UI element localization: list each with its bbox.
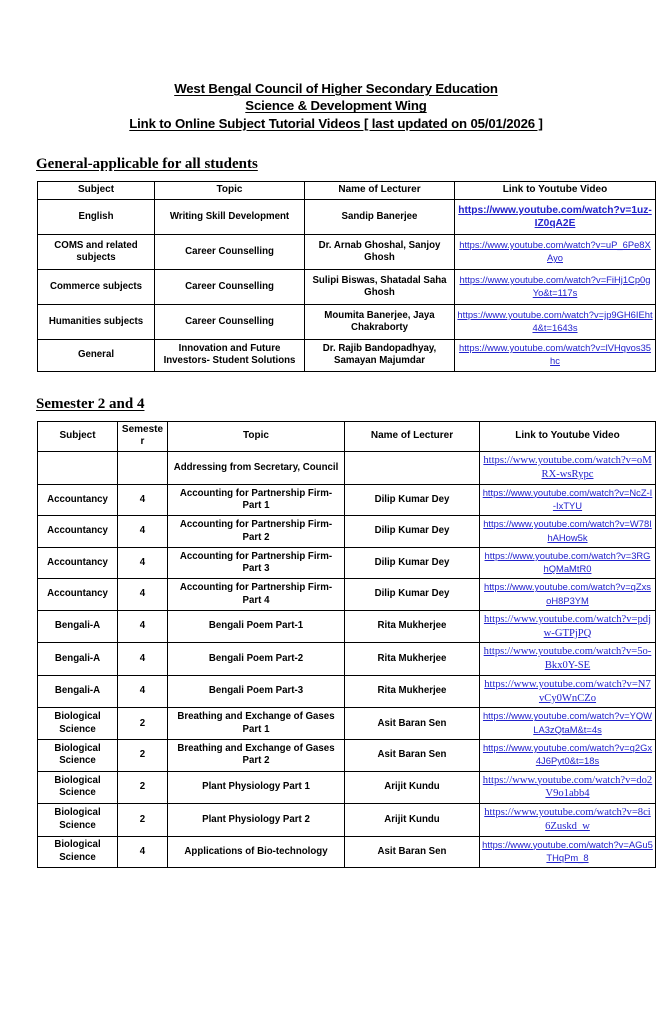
cell-link[interactable] (480, 836, 656, 868)
cell-semester: 2 (118, 804, 168, 837)
column-header-link: Link to Youtube Video (455, 182, 656, 200)
general-table (37, 181, 656, 371)
cell-subject: COMS and related subjects (38, 235, 155, 270)
cell-link[interactable] (455, 305, 656, 340)
table-row (38, 200, 656, 235)
youtube-link[interactable]: https://www.youtube.com/watch?v=8ci6Zuskd_w (484, 807, 651, 832)
cell-lecturer: Arijit Kundu (345, 771, 480, 804)
cell-link[interactable] (480, 739, 656, 771)
cell-link[interactable] (455, 200, 656, 235)
section-title-general (36, 156, 672, 173)
table-row (38, 340, 656, 372)
youtube-link[interactable]: https://www.youtube.com/watch?v=qZxsoH8P3YM (483, 581, 651, 606)
cell-subject: Bengali-A (38, 675, 118, 708)
column-header-topic: Topic (168, 421, 345, 452)
cell-semester: 2 (118, 708, 168, 740)
section-title-semester (36, 396, 672, 413)
table-row (38, 610, 656, 643)
cell-topic: Breathing and Exchange of Gases Part 2 (168, 739, 345, 771)
document-page (0, 80, 672, 1031)
cell-link[interactable] (455, 235, 656, 270)
column-header-link: Link to Youtube Video (480, 421, 656, 452)
cell-semester: 4 (118, 643, 168, 676)
cell-subject: Accountancy (38, 579, 118, 611)
table-row (38, 305, 656, 340)
cell-lecturer: Asit Baran Sen (345, 836, 480, 868)
table-row (38, 771, 656, 804)
cell-link[interactable] (455, 340, 656, 372)
cell-lecturer: Rita Mukherjee (345, 675, 480, 708)
youtube-link[interactable]: https://www.youtube.com/watch?v=FiHj1Cp0gYo&t=117s (459, 273, 651, 299)
cell-link[interactable] (455, 270, 656, 305)
column-header-lecturer: Name of Lecturer (345, 421, 480, 452)
cell-semester: 4 (118, 484, 168, 516)
header-line-3-text: Link to Online Subject Tutorial Videos [ last updated on 05/01/2026 ] (129, 115, 543, 131)
cell-semester: 4 (118, 547, 168, 579)
cell-semester: 4 (118, 675, 168, 708)
cell-subject: Biological Science (38, 739, 118, 771)
youtube-link[interactable]: https://www.youtube.com/watch?v=do2V9o1abb4 (482, 774, 653, 800)
column-header-subject: Subject (38, 421, 118, 452)
table-row (38, 643, 656, 676)
cell-topic: Accounting for Partnership Firm- Part 4 (168, 579, 345, 611)
youtube-link[interactable]: https://www.youtube.com/watch?v=jp9GH6IEht4&t=1643s (457, 308, 653, 334)
cell-topic: Accounting for Partnership Firm- Part 3 (168, 547, 345, 579)
table-row (38, 579, 656, 611)
cell-link[interactable] (480, 771, 656, 804)
cell-subject: Commerce subjects (38, 270, 155, 305)
table-row (38, 675, 656, 708)
cell-topic: Writing Skill Development (155, 200, 305, 235)
cell-subject: Bengali-A (38, 643, 118, 676)
cell-subject: Biological Science (38, 836, 118, 868)
header-line-3 (0, 115, 672, 132)
youtube-link[interactable]: https://www.youtube.com/watch?v=1uz-IZ0qA2E (458, 204, 652, 230)
cell-subject: Accountancy (38, 547, 118, 579)
cell-link[interactable] (480, 643, 656, 676)
cell-subject: General (38, 340, 155, 372)
cell-lecturer: Sulipi Biswas, Shatadal Saha Ghosh (305, 270, 455, 305)
cell-link[interactable] (480, 579, 656, 611)
youtube-link[interactable]: https://www.youtube.com/watch?v=q2Gx4J6Pyt0&t=18s (482, 741, 653, 767)
header-line-2 (0, 97, 672, 114)
cell-lecturer: Dilip Kumar Dey (345, 579, 480, 611)
cell-lecturer: Arijit Kundu (345, 804, 480, 837)
cell-subject (38, 452, 118, 485)
youtube-link[interactable]: https://www.youtube.com/watch?v=5o-Bkx0Y-SE (483, 646, 652, 672)
table-row (38, 547, 656, 579)
table-row (38, 484, 656, 516)
cell-lecturer: Asit Baran Sen (345, 739, 480, 771)
cell-topic: Bengali Poem Part-3 (168, 675, 345, 708)
cell-topic: Plant Physiology Part 2 (168, 804, 345, 837)
table-header-row (38, 421, 656, 452)
youtube-link[interactable]: https://www.youtube.com/watch?v=3RGhQMaMtR0 (484, 549, 651, 575)
cell-lecturer: Asit Baran Sen (345, 708, 480, 740)
cell-semester: 4 (118, 516, 168, 548)
cell-lecturer: Rita Mukherjee (345, 643, 480, 676)
cell-link[interactable] (480, 708, 656, 740)
table-row (38, 804, 656, 837)
section-title-semester-text: Semester 2 and 4 (36, 395, 145, 412)
cell-subject: English (38, 200, 155, 235)
cell-lecturer: Dr. Arnab Ghoshal, Sanjoy Ghosh (305, 235, 455, 270)
section-title-general-text: General-applicable for all students (36, 156, 258, 173)
table-row (38, 708, 656, 740)
youtube-link[interactable]: https://www.youtube.com/watch?v=N7vCy0WnCZo (484, 678, 651, 704)
table-row (38, 836, 656, 868)
cell-lecturer: Rita Mukherjee (345, 610, 480, 643)
cell-subject: Humanities subjects (38, 305, 155, 340)
cell-topic: Bengali Poem Part-1 (168, 610, 345, 643)
table-header-row (38, 182, 656, 200)
cell-subject: Biological Science (38, 708, 118, 740)
column-header-subject: Subject (38, 182, 155, 200)
cell-topic: Accounting for Partnership Firm- Part 1 (168, 484, 345, 516)
youtube-link[interactable]: https://www.youtube.com/watch?v=NcZ-I-IxTYU (482, 486, 653, 511)
header-line-2-text: Science & Development Wing (245, 98, 427, 114)
semester-table (37, 421, 656, 869)
cell-link[interactable] (480, 452, 656, 485)
youtube-link[interactable]: https://www.youtube.com/watch?v=uP_6Pe8XAyo (459, 238, 651, 264)
column-header-topic: Topic (155, 182, 305, 200)
youtube-link[interactable]: https://www.youtube.com/watch?v=YQWLA3zQtaM&t=4s (482, 710, 653, 735)
youtube-link[interactable]: https://www.youtube.com/watch?v=W78IhAHow5k (483, 518, 652, 543)
cell-lecturer: Moumita Banerjee, Jaya Chakraborty (305, 305, 455, 340)
cell-subject: Biological Science (38, 804, 118, 837)
table-row (38, 739, 656, 771)
cell-subject: Accountancy (38, 516, 118, 548)
cell-topic: Addressing from Secretary, Council (168, 452, 345, 485)
cell-topic: Bengali Poem Part-2 (168, 643, 345, 676)
header-line-1-text: West Bengal Council of Higher Secondary Education (174, 81, 498, 96)
cell-semester: 2 (118, 739, 168, 771)
cell-topic: Breathing and Exchange of Gases Part 1 (168, 708, 345, 740)
cell-subject: Accountancy (38, 484, 118, 516)
youtube-link[interactable]: https://www.youtube.com/watch?v=lVHqvos35hc (458, 342, 652, 367)
cell-lecturer: Dilip Kumar Dey (345, 547, 480, 579)
table-row (38, 452, 656, 485)
cell-semester: 4 (118, 610, 168, 643)
youtube-link[interactable]: https://www.youtube.com/watch?v=pdjw-GTPjPQ (483, 613, 652, 639)
cell-link[interactable] (480, 484, 656, 516)
cell-topic: Career Counselling (155, 305, 305, 340)
document-header (0, 80, 672, 132)
cell-lecturer: Dilip Kumar Dey (345, 484, 480, 516)
cell-semester (118, 452, 168, 485)
cell-topic: Applications of Bio-technology (168, 836, 345, 868)
youtube-link[interactable]: https://www.youtube.com/watch?v=AGu5THqPm_8 (482, 838, 653, 863)
cell-link[interactable] (480, 610, 656, 643)
cell-link[interactable] (480, 675, 656, 708)
cell-subject: Bengali-A (38, 610, 118, 643)
cell-link[interactable] (480, 547, 656, 579)
cell-topic: Career Counselling (155, 235, 305, 270)
cell-lecturer (345, 452, 480, 485)
table-row (38, 516, 656, 548)
cell-topic: Career Counselling (155, 270, 305, 305)
header-line-1 (0, 80, 672, 97)
cell-topic: Accounting for Partnership Firm- Part 2 (168, 516, 345, 548)
cell-topic: Plant Physiology Part 1 (168, 771, 345, 804)
column-header-lecturer: Name of Lecturer (305, 182, 455, 200)
cell-lecturer: Sandip Banerjee (305, 200, 455, 235)
table-row (38, 270, 656, 305)
column-header-semester: Semester (118, 421, 168, 452)
cell-link[interactable] (480, 516, 656, 548)
youtube-link[interactable]: https://www.youtube.com/watch?v=oMRX-wsRypc (483, 455, 652, 480)
cell-topic: Innovation and Future Investors- Student Solutions (155, 340, 305, 372)
cell-subject: Biological Science (38, 771, 118, 804)
cell-semester: 4 (118, 579, 168, 611)
cell-semester: 2 (118, 771, 168, 804)
cell-lecturer: Dr. Rajib Bandopadhyay, Samayan Majumdar (305, 340, 455, 372)
cell-link[interactable] (480, 804, 656, 837)
cell-semester: 4 (118, 836, 168, 868)
cell-lecturer: Dilip Kumar Dey (345, 516, 480, 548)
table-row (38, 235, 656, 270)
